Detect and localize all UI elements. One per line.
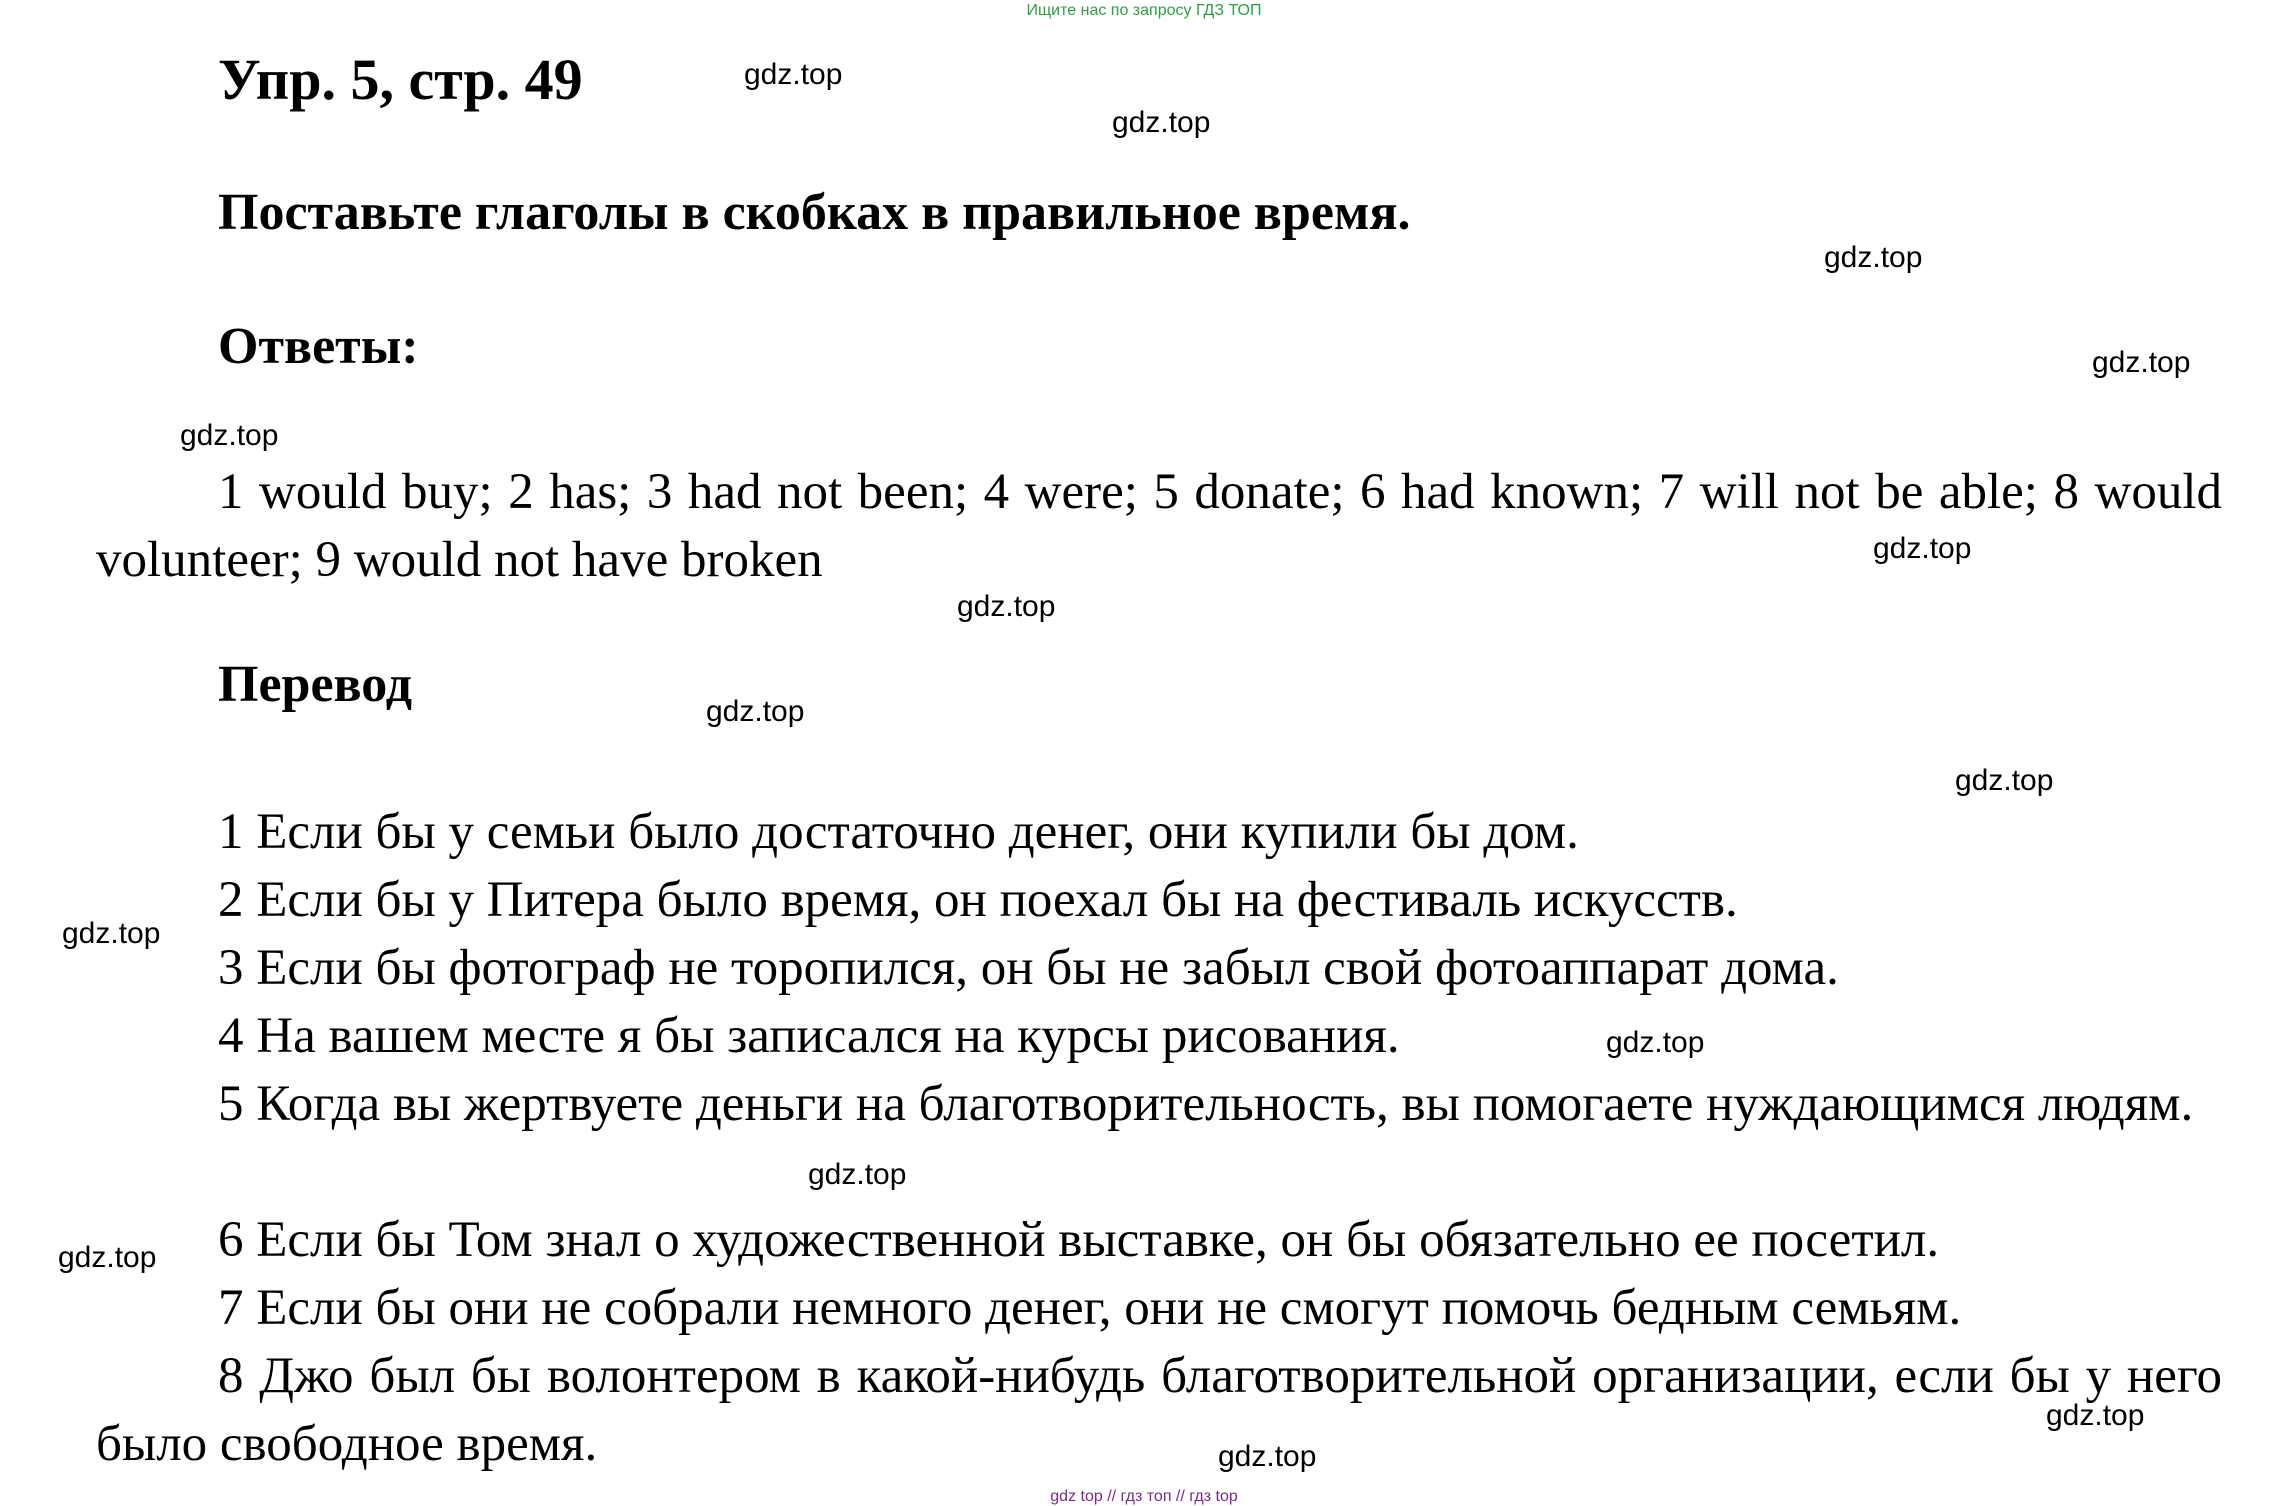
translation-line-5: 5 Когда вы жертвуете деньги на благотворительность, вы помогаете нуждающимся людям. [218,1076,2194,1132]
watermark: gdz.top [957,590,1056,623]
exercise-title: Упр. 5, стр. 49 [218,47,583,112]
translation-line-3: 3 Если бы фотограф не торопился, он бы не забыл свой фотоаппарат дома. [218,940,1839,996]
translation-line-8: 8 Джо был бы волонтером в какой-нибудь благотворительной организации, если бы у него было свободное время. [96,1348,2222,1472]
watermark: gdz.top [2046,1399,2145,1432]
watermark: gdz.top [1606,1026,1705,1059]
watermark: gdz.top [1824,241,1923,274]
translation-line-7: 7 Если бы они не собрали немного денег, они не смогут помочь бедным семьям. [218,1280,1962,1336]
watermark: gdz.top [58,1241,157,1274]
translation-line-1: 1 Если бы у семьи было достаточно денег, они купили бы дом. [218,804,1579,860]
watermark: gdz.top [62,917,161,950]
task-instruction: Поставьте глаголы в скобках в правильное время. [218,184,1411,241]
bottom-banner: gdz top // гдз топ // гдз top [1050,1488,1238,1505]
watermark: gdz.top [2092,346,2191,379]
watermark: gdz.top [180,419,279,452]
watermark: gdz.top [1112,106,1211,139]
translation-heading: Перевод [218,656,413,713]
answers-heading: Ответы: [218,318,419,375]
watermark: gdz.top [1955,764,2054,797]
watermark: gdz.top [1218,1440,1317,1473]
answers-text: 1 would buy; 2 has; 3 had not been; 4 were; 5 donate; 6 had known; 7 will not be able; 8 would volunteer; 9 would not have broken [96,464,2222,588]
translation-line-6: 6 Если бы Том знал о художественной выставке, он бы обязательно ее посетил. [218,1212,1940,1268]
watermark: gdz.top [706,695,805,728]
translation-line-2: 2 Если бы у Питера было время, он поехал бы на фестиваль искусств. [218,872,1738,928]
watermark: gdz.top [808,1158,907,1191]
watermark: gdz.top [1873,532,1972,565]
translation-line-4: 4 На вашем месте я бы записался на курсы рисования. [218,1008,1400,1064]
watermark: gdz.top [744,58,843,91]
top-banner: Ищите нас по запросу ГДЗ ТОП [1026,2,1262,19]
